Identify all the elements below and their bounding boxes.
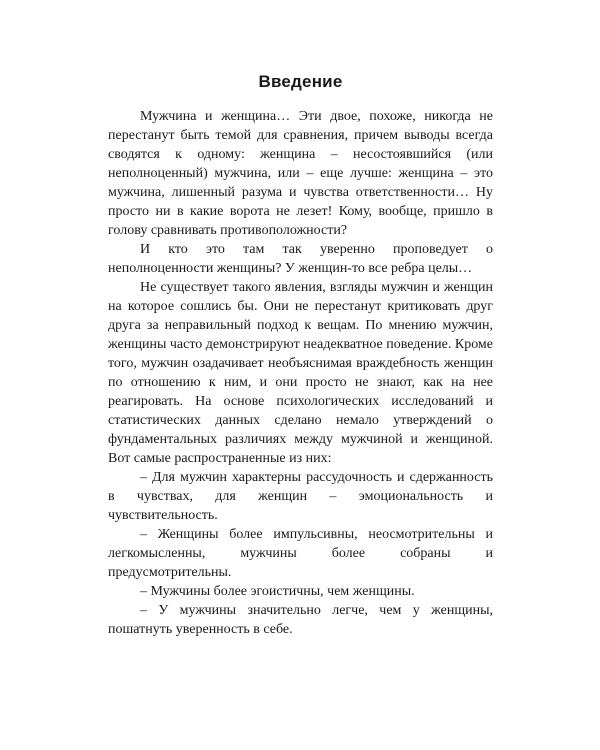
document-page	[108, 72, 493, 639]
list-item-rationality: – Для мужчин характерны рассудочность и сдержанность в чувствах, для женщин – эмоциональность и чувствительность.	[108, 470, 493, 523]
list-item-confidence: – У мужчины значительно легче, чем у женщины, пошатнуть уверенность в себе.	[108, 603, 493, 637]
page-title: Введение	[258, 72, 343, 91]
list-item-egoism: – Мужчины более эгоистичны, чем женщины.	[140, 584, 415, 599]
paragraph-question: И кто это там так уверенно проповедует о неполноценности женщины? У женщин-то все ребра целы…	[108, 242, 493, 276]
list-item-impulsiveness: – Женщины более импульсивны, неосмотрительны и легкомысленны, мужчины более собраны и предусмотрительны.	[108, 527, 493, 580]
paragraph-differences: Не существует такого явления, взгляды мужчин и женщин на которое сошлись бы. Они не перестанут критиковать друг друга за неправильный подход к вещам. По мнению мужчин, женщины часто демонстрируют неадекватное поведение. Кроме того, мужчин озадачивает необъяснимая враждебность женщин по отношению к ним, и они просто не знают, как на нее реагировать. На основе психологических исследований и статистических данных сделано немало утверждений о фундаментальных различиях между мужчиной и женщиной. Вот самые распространенные из них:	[108, 280, 493, 466]
paragraph-intro: Мужчина и женщина… Эти двое, похоже, никогда не перестанут быть темой для сравнения, причем выводы всегда сводятся к одному: женщина – несостоявшийся (или неполноценный) мужчина, или – еще лучше: женщина – это мужчина, лишенный разума и чувства ответственности… Ну просто ни в какие ворота не лезет! Кому, вообще, пришло в голову сравнивать противоположности?	[108, 109, 493, 238]
